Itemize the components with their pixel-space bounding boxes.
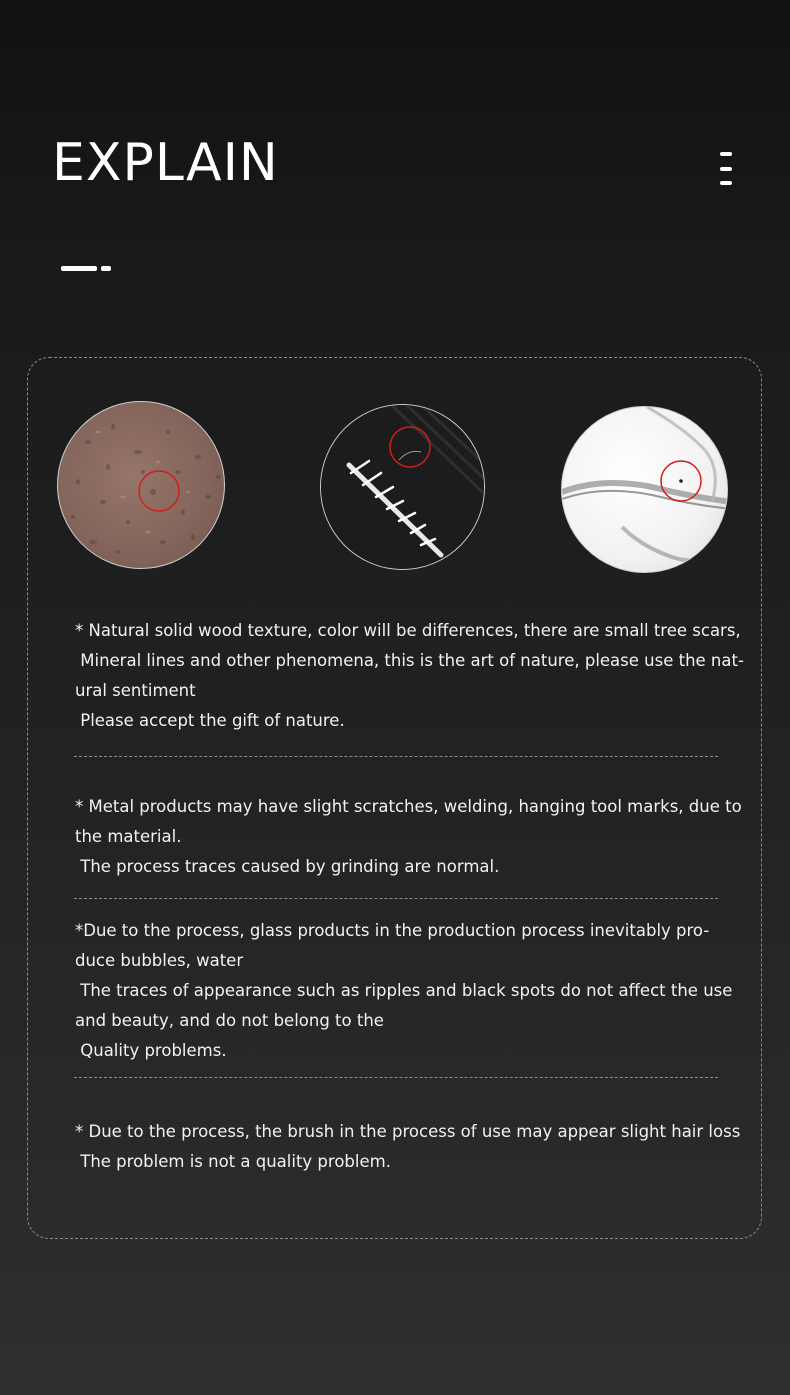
note-line: the material. [75, 827, 182, 846]
note-line: * Due to the process, the brush in the process of use may appear slight hair loss [75, 1122, 741, 1141]
glass-note [75, 916, 743, 1066]
glass-bubble-closeup [561, 406, 728, 573]
note-line: * Natural solid wood texture, color will be differences, there are small tree scars, [75, 621, 741, 640]
wood-texture-closeup [57, 401, 225, 569]
divider [74, 898, 718, 899]
dash-accent-icon [61, 266, 111, 271]
note-line: The traces of appearance such as ripples and black spots do not affect the use [75, 981, 733, 1000]
page-title: EXPLAIN [52, 133, 279, 193]
vertical-dash-menu-icon[interactable] [720, 152, 732, 186]
note-line: * Metal products may have slight scratches, welding, hanging tool marks, due to [75, 797, 742, 816]
wood-note [75, 616, 743, 736]
note-line: and beauty, and do not belong to the [75, 1011, 384, 1030]
note-line: The problem is not a quality problem. [75, 1152, 391, 1171]
note-line: Mineral lines and other phenomena, this is the art of nature, please use the nat- [75, 651, 744, 670]
metal-note [75, 792, 743, 882]
note-line: Please accept the gift of nature. [75, 711, 345, 730]
note-line: ural sentiment [75, 681, 196, 700]
brush-note [75, 1117, 743, 1177]
divider [74, 1077, 718, 1078]
note-line: The process traces caused by grinding are normal. [75, 857, 500, 876]
divider [74, 756, 718, 757]
note-line: Quality problems. [75, 1041, 227, 1060]
metal-weld-closeup [320, 404, 485, 570]
note-line: *Due to the process, glass products in the production process inevitably pro- [75, 921, 710, 940]
note-line: duce bubbles, water [75, 951, 244, 970]
